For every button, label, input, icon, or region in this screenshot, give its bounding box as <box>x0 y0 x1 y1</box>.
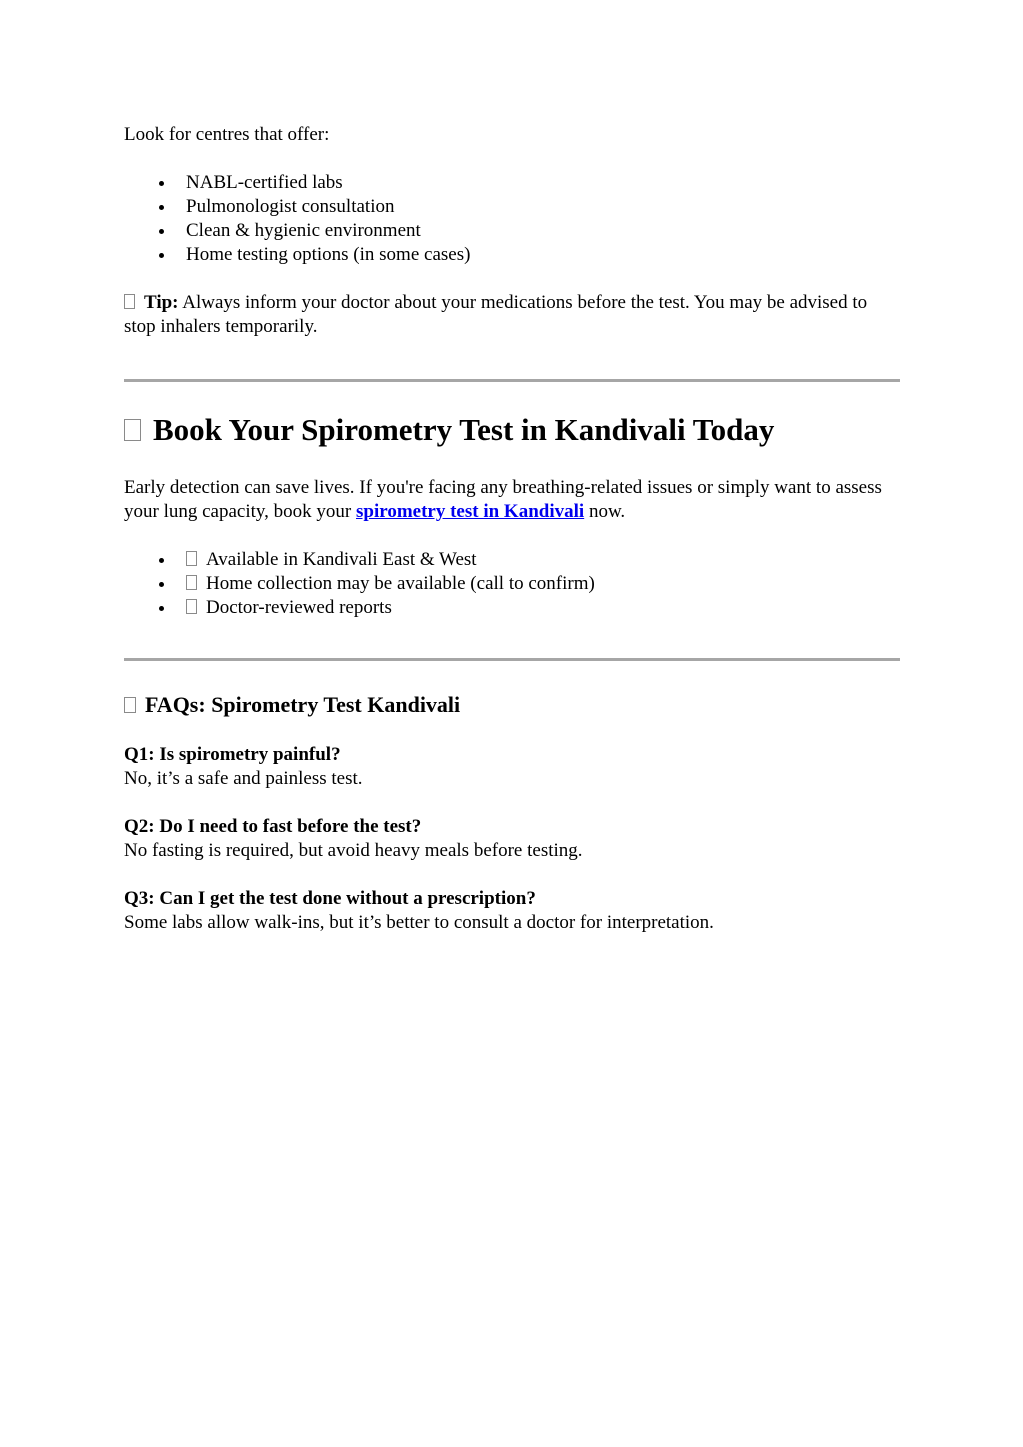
faq-answer: No, it’s a safe and painless test. <box>124 768 363 789</box>
faq-question: Q1: Is spirometry painful? <box>124 744 341 765</box>
faq-answer: Some labs allow walk-ins, but it’s better to consult a doctor for interpretation. <box>124 912 714 933</box>
faq-item <box>124 887 900 935</box>
tip-paragraph <box>124 291 900 339</box>
list-item: Pulmonologist consultation <box>186 195 900 219</box>
faq-title-text: FAQs: Spirometry Test Kandivali <box>145 692 461 717</box>
document-page <box>124 123 900 959</box>
faq-item <box>124 743 900 791</box>
booking-features-list <box>124 548 900 620</box>
centre-features-list <box>124 171 900 267</box>
missing-glyph-icon <box>186 599 197 614</box>
missing-glyph-icon <box>124 419 141 441</box>
list-item: NABL-certified labs <box>186 171 900 195</box>
book-title-text: Book Your Spirometry Test in Kandivali Today <box>153 412 775 447</box>
list-item-text: Doctor-reviewed reports <box>206 597 392 618</box>
faq-answer: No fasting is required, but avoid heavy meals before testing. <box>124 840 583 861</box>
list-item <box>186 548 900 572</box>
missing-glyph-icon <box>186 575 197 590</box>
section-divider <box>124 379 900 382</box>
list-item: Clean & hygienic environment <box>186 219 900 243</box>
section-divider <box>124 658 900 661</box>
spirometry-link[interactable]: spirometry test in Kandivali <box>356 501 585 522</box>
faq-question: Q3: Can I get the test done without a prescription? <box>124 888 536 909</box>
intro-text: Look for centres that offer: <box>124 124 330 145</box>
list-item <box>186 596 900 620</box>
faq-item <box>124 815 900 863</box>
tip-text: Always inform your doctor about your medications before the test. You may be advised to stop inhalers temporarily. <box>124 292 868 337</box>
faq-question: Q2: Do I need to fast before the test? <box>124 816 422 837</box>
book-text-after: now. <box>584 501 626 522</box>
book-text-before: Early detection can save lives. If you're facing any breathing-related issues or simply want to assess your lung capacity, book your <box>124 477 882 522</box>
faq-section-title <box>124 691 900 719</box>
list-item <box>186 572 900 596</box>
list-item-text: Available in Kandivali East & West <box>206 549 477 570</box>
book-paragraph <box>124 476 900 524</box>
tip-label: Tip: <box>144 292 179 313</box>
missing-glyph-icon <box>124 294 135 309</box>
missing-glyph-icon <box>186 551 197 566</box>
list-item: Home testing options (in some cases) <box>186 243 900 267</box>
missing-glyph-icon <box>124 697 136 713</box>
list-item-text: Home collection may be available (call to confirm) <box>206 573 595 594</box>
book-section-title <box>124 412 900 448</box>
